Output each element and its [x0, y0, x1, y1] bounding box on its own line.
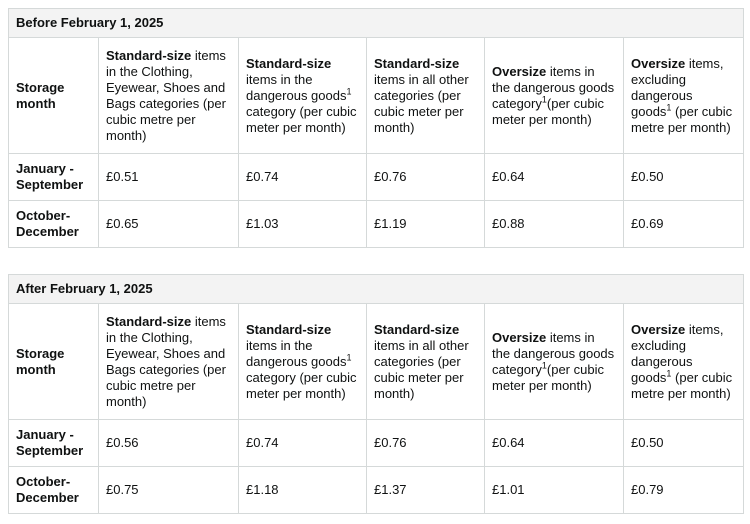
storage-month-header: Storage month	[9, 38, 99, 154]
column-header-oversize-dangerous: Oversize items in the dangerous goods category$^1$(per cubic meter per month)	[485, 38, 624, 154]
fee-cell: £0.76	[367, 154, 485, 201]
fee-cell: £1.03	[239, 201, 367, 248]
table-row	[9, 420, 744, 467]
row-label: October-December	[9, 201, 99, 248]
column-header-oversize-excluding: Oversize items, excluding dangerous goods$^1$ (per cubic metre per month)	[624, 304, 744, 420]
fee-cell: £0.75	[99, 467, 239, 514]
fee-cell: £0.64	[485, 154, 624, 201]
fee-cell: £1.01	[485, 467, 624, 514]
table-row	[9, 154, 744, 201]
fee-cell: £0.79	[624, 467, 744, 514]
fee-cell: £1.18	[239, 467, 367, 514]
fee-cell: £0.74	[239, 154, 367, 201]
column-header-oversize-excluding: Oversize items, excluding dangerous goods$^1$ (per cubic metre per month)	[624, 38, 744, 154]
column-header-standard-dangerous: Standard-size items in the dangerous goods$^1$ category (per cubic meter per month)	[239, 38, 367, 154]
header-row	[9, 304, 744, 420]
fee-cell: £1.19	[367, 201, 485, 248]
storage-fee-table-before	[8, 8, 744, 248]
fee-cell: £0.74	[239, 420, 367, 467]
storage-month-header: Storage month	[9, 304, 99, 420]
fee-cell: £0.50	[624, 420, 744, 467]
column-header-standard-clothing: Standard-size items in the Clothing, Eyewear, Shoes and Bags categories (per cubic metre per month)	[99, 304, 239, 420]
row-label: October-December	[9, 467, 99, 514]
table-row	[9, 467, 744, 514]
fee-cell: £0.88	[485, 201, 624, 248]
row-label: January - September	[9, 154, 99, 201]
storage-fee-table-after	[8, 274, 744, 514]
column-header-standard-other: Standard-size items in all other categories (per cubic meter per month)	[367, 304, 485, 420]
fee-cell: £0.64	[485, 420, 624, 467]
row-label: January - September	[9, 420, 99, 467]
header-row	[9, 38, 744, 154]
fee-cell: £0.65	[99, 201, 239, 248]
table-title: Before February 1, 2025	[9, 9, 744, 38]
fee-cell: £0.50	[624, 154, 744, 201]
fee-cell: £0.51	[99, 154, 239, 201]
column-header-standard-clothing: Standard-size items in the Clothing, Eyewear, Shoes and Bags categories (per cubic metre per month)	[99, 38, 239, 154]
table-row	[9, 201, 744, 248]
column-header-oversize-dangerous: Oversize items in the dangerous goods category$^1$(per cubic meter per month)	[485, 304, 624, 420]
column-header-standard-other: Standard-size items in all other categories (per cubic meter per month)	[367, 38, 485, 154]
fee-cell: £0.69	[624, 201, 744, 248]
table-title: After February 1, 2025	[9, 275, 744, 304]
fee-cell: £0.56	[99, 420, 239, 467]
column-header-standard-dangerous: Standard-size items in the dangerous goods$^1$ category (per cubic meter per month)	[239, 304, 367, 420]
fee-cell: £1.37	[367, 467, 485, 514]
fee-cell: £0.76	[367, 420, 485, 467]
